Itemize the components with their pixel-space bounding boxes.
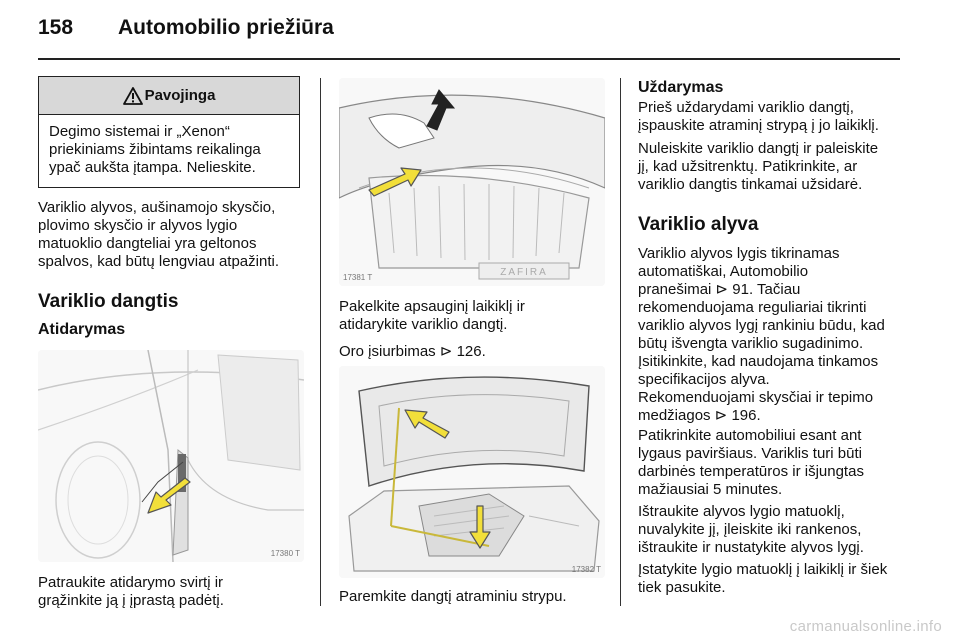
page-number: 158 xyxy=(38,16,74,39)
caption-support-rod: Paremkite dangtį atraminiu strypu. xyxy=(339,588,567,605)
subheading-closing: Uždarymas xyxy=(638,79,724,96)
lever-illustration xyxy=(38,350,304,562)
support-rod-illustration xyxy=(339,366,605,578)
warning-header xyxy=(39,77,299,115)
caps-paragraph: Variklio alyvos, aušinamojo skysčio, plovimo skysčio ir alyvos lygio matuoklio dangteliai yra geltonos spalvos, kad būtų lengviau atpažinti. xyxy=(38,199,279,270)
warning-title: Pavojinga xyxy=(144,87,216,104)
figure-hood-support-rod xyxy=(339,366,605,578)
section-heading-engine-oil: Variklio alyva xyxy=(638,214,759,235)
column-divider-1 xyxy=(320,78,321,606)
para-closing-1: Prieš uždarydami variklio dangtį, įspauskite atraminį strypą į jo laikiklį. xyxy=(638,99,879,134)
warning-text: Degimo sistemai ir „Xenon“ priekiniams žibintams reikalinga ypač aukšta įtampa. Nelieskite. xyxy=(49,123,261,176)
danger-warning-box xyxy=(38,76,300,188)
section-heading-hood: Variklio dangtis xyxy=(38,291,179,312)
figure-label-zafira: ZAFIRA xyxy=(500,267,548,278)
figure-hood-safety-catch xyxy=(339,78,605,286)
figure-code: 17382 T xyxy=(571,565,601,574)
warning-triangle-icon xyxy=(123,87,143,105)
para-dipstick-procedure: Ištraukite alyvos lygio matuoklį, nuvalykite jį, įleiskite iki rankenos, ištraukite ir nustatykite alyvos lygį. xyxy=(638,503,864,556)
para-lift-catch: Pakelkite apsauginį laikiklį ir atidarykite variklio dangtį. xyxy=(339,298,525,333)
figure-code: 17380 T xyxy=(270,549,300,558)
para-oil-auto-check: Variklio alyvos lygis tikrinamas automatiškai, Automobilio pranešimai ⊳ 91. Tačiau rekomenduojama reguliariai tikrinti variklio alyvos lygį rankiniu būdu, kad būtų išvengta variklio sugadinimo. Įsitikinkite, kad naudojama tinkamos specifikacijos alyva. Rekomenduojami skysčiai ir tepimo medžiagos ⊳ 196. xyxy=(638,245,885,424)
caption-lever: Patraukite atidarymo svirtį ir grąžinkite ją į įprastą padėtį. xyxy=(38,574,224,609)
header-rule xyxy=(38,58,900,60)
page-title: Automobilio priežiūra xyxy=(118,16,334,39)
safety-catch-illustration xyxy=(339,78,605,286)
para-air-intake: Oro įsiurbimas ⊳ 126. xyxy=(339,343,486,360)
column-divider-2 xyxy=(620,78,621,606)
subheading-opening: Atidarymas xyxy=(38,321,126,338)
para-oil-level-conditions: Patikrinkite automobiliui esant ant lygaus paviršiaus. Variklis turi būti darbinės temperatūros ir išjungtas mažiausiai 5 minutes. xyxy=(638,427,864,498)
watermark: carmanualsonline.info xyxy=(789,618,942,635)
figure-hood-release-lever xyxy=(38,350,304,562)
figure-code: 17381 T xyxy=(343,273,373,282)
para-closing-2: Nuleiskite variklio dangtį ir paleiskite jį, kad užsitrenktų. Patikrinkite, ar variklio dangtis tinkamai užsidarė. xyxy=(638,140,879,193)
para-dipstick-insert: Įstatykite lygio matuoklį į laikiklį ir šiek tiek pasukite. xyxy=(638,561,888,596)
